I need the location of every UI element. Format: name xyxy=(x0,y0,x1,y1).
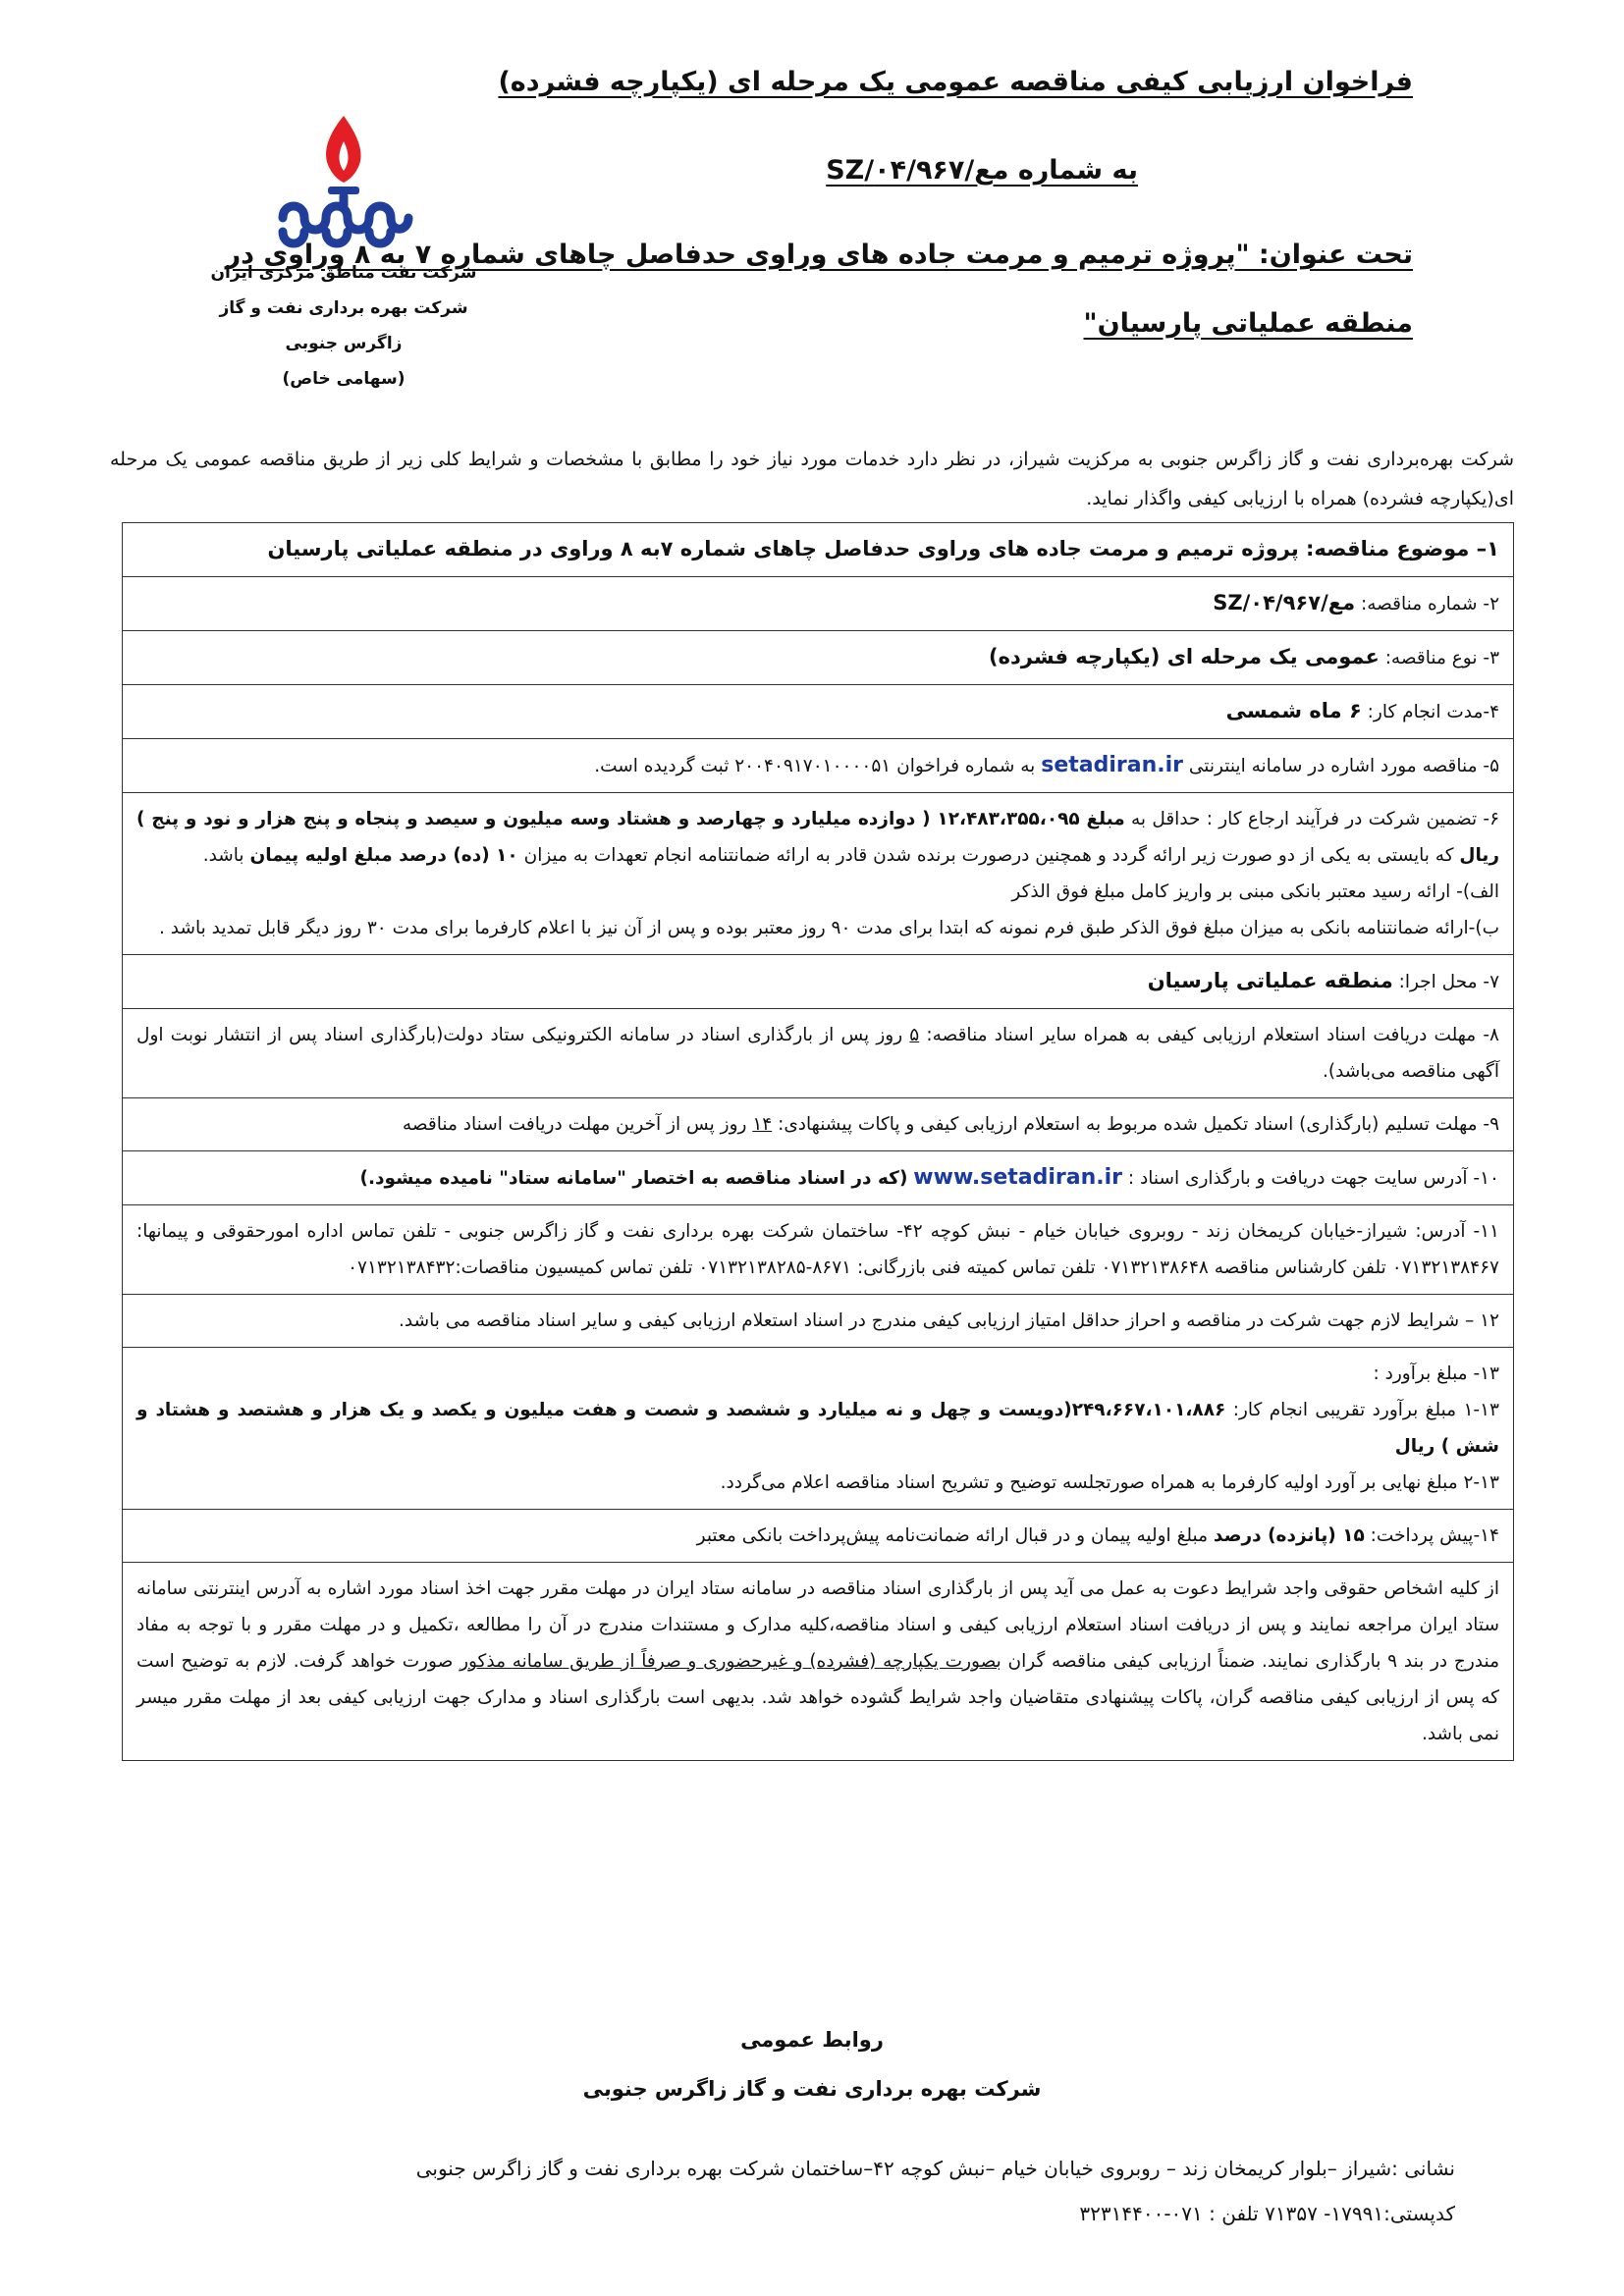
company-name-line3: (سهامی خاص) xyxy=(282,369,406,389)
tender-number-value: مع/۰۴/۹۶۷/SZ xyxy=(1213,591,1356,614)
row-document-deadline xyxy=(123,1009,1513,1098)
submit-deadline-days: ۱۴ xyxy=(752,1114,773,1135)
registration-text-b: به شماره فراخوان ۲۰۰۴۰۹۱۷۰۱۰۰۰۰۵۱ ثبت گردیده است. xyxy=(594,756,1036,776)
guarantee-option-a: الف)- ارائه رسید معتبر بانکی مبنی بر واریز کامل مبلغ فوق الذکر xyxy=(1011,881,1499,902)
setadiran-www-link[interactable]: www.setadiran.ir xyxy=(913,1165,1122,1190)
prepayment-text: مبلغ اولیه پیمان و در قبال ارائه ضمانت‌نامه پیش‌پرداخت بانکی معتبر xyxy=(696,1525,1209,1546)
setadiran-link[interactable]: setadiran.ir xyxy=(1041,753,1183,777)
tender-number-heading: به شماره مع/۰۴/۹۶۷/SZ xyxy=(826,155,1138,186)
intro-paragraph: شرکت بهره‌برداری نفت و گاز زاگرس جنوبی به مرکزیت شیراز، در نظر دارد خدمات مورد نیاز خود را مطابق با مشخصات و شرایط کلی زیر از طریق مناقصه عمومی یک مرحله ای(یکپارچه فشرده) همراه با ارزیابی کیفی واگذار نماید. xyxy=(110,449,1514,509)
invitation-text-a: از کلیه اشخاص حقوقی واجد شرایط دعوت به عمل می آید پس از بارگذاری اسناد مناقصه در سامانه ستاد ایران در مهلت مقرر جهت اخذ اسناد مورد اشاره به آدرس اینترنتی سامانه ستاد ایران مراجعه نمایند و پس از دریافت اسناد استعلام ارزیابی کیفی و اسناد مناقصه،کلیه مدارک و مستندات مندرج در آن را مطالعه ،تکمیل و در مهلت مقرر و با توجه به مفاد مندرج در بند ۹ بارگذاری نمایند. ضمناً ارزیابی کیفی مناقصه گران xyxy=(136,1578,1499,1672)
row-invitation xyxy=(123,1563,1513,1760)
performance-percent: ۱۰ (ده) درصد مبلغ اولیه پیمان xyxy=(249,845,518,866)
row-registration xyxy=(123,739,1513,793)
project-title-line1: تحت عنوان: "پروژه ترمیم و مرمت جاده های وراوی حدفاصل چاهای شماره ۷ به ۸ وراوی در xyxy=(225,240,1413,270)
guarantee-amount: مبلغ ۱۲،۴۸۳،۳۵۵،۰۹۵ ( دوازده میلیارد و چهارصد و هشتاد وسه میلیون و سیصد و پنجاه و پنج هزار و نود و پنج ) ریال xyxy=(136,809,1499,866)
invitation-text-b: صورت خواهد گرفت. لازم به توضیح است که پس از ارزیابی کیفی مناقصه گران، پاکات پیشنهادی متقاضیان واجد شرایط گشوده خواهد شد. بدیهی است بارگذاری اسناد و مدارک جهت ارزیابی کیفی بعد از مهلت مقرر میسر نمی باشد. xyxy=(136,1651,1499,1744)
company-name-line1: شرکت نفت مناطق مرکزی ایران xyxy=(210,263,477,283)
flame-icon xyxy=(326,116,360,183)
guarantee-text-e: باشد. xyxy=(202,845,244,866)
registration-text-a: ۵- مناقصه مورد اشاره در سامانه اینترنتی xyxy=(1188,756,1499,776)
row-submission-deadline xyxy=(123,1098,1513,1151)
estimate-2: ۲-۱۳ مبلغ نهایی بر آورد اولیه کارفرما به همراه صورتجلسه توضیح و تشریح اسناد مناقصه اعلام می‌گردد. xyxy=(720,1472,1499,1493)
tender-number-label: ۲- شماره مناقصه: xyxy=(1360,594,1499,614)
row-prepayment xyxy=(123,1510,1513,1563)
submit-deadline-text-a: ۹- مهلت تسلیم (بارگذاری) اسناد تکمیل شده مربوط به استعلام ارزیابی کیفی و پاکات پیشنهادی: xyxy=(778,1114,1499,1135)
row-contact-address: ۱۱- آدرس: شیراز-خیابان کریمخان زند - روبروی خیابان خیام - نبش کوچه ۴۲- ساختمان شرکت بهره برداری نفت و گاز زاگرس جنوبی - تلفن تماس اداره امورحقوقی و پیمانها: ۰۷۱۳۲۱۳۸۴۶۷ تلفن کارشناس مناقصه ۰۷۱۳۲۱۳۸۶۴۸ تلفن تماس کمیته فنی بازرگانی: ۸۶۷۱-۰۷۱۳۲۱۳۸۲۸۵ تلفن تماس کمیسیون مناقصات:۰۷۱۳۲۱۳۸۴۳۲ xyxy=(123,1205,1513,1295)
row-duration xyxy=(123,685,1513,739)
estimate-1-amount: ۲۴۹،۶۶۷،۱۰۱،۸۸۶(دویست و چهل و نه میلیارد و ششصد و شصت و هفت میلیون و یکصد و یک هزار و هشتصد و هشتاد و شش ) ریال xyxy=(136,1400,1499,1457)
guarantee-paragraph xyxy=(136,801,1499,874)
row-site-address xyxy=(123,1151,1513,1205)
subject-text: ۱– موضوع مناقصه: پروژه ترمیم و مرمت جاده های وراوی حدفاصل چاهای شماره ۷به ۸ وراوی در منطقه عملیاتی پارسیان xyxy=(267,537,1499,561)
row-location xyxy=(123,955,1513,1009)
public-relations-label: روابط عمومی xyxy=(740,2028,884,2052)
footer-address xyxy=(149,2146,1455,2236)
postal-phone-line: کدپستی:۱۷۹۹۱- ۷۱۳۵۷ تلفن : ۰۷۱-۳۲۳۱۴۴۰۰ xyxy=(1079,2202,1455,2225)
tender-details-table xyxy=(122,522,1514,1761)
location-label: ۷- محل اجرا: xyxy=(1398,972,1499,992)
row-estimate xyxy=(123,1348,1513,1510)
prepayment-percent: ۱۵ (پانزده) درصد xyxy=(1213,1525,1365,1546)
estimate-1 xyxy=(136,1392,1499,1465)
site-address-text-b: (که در اسناد مناقصه به اختصار "سامانه ستاد" نامیده میشود.) xyxy=(359,1168,908,1189)
footer-company-name: شرکت بهره برداری نفت و گاز زاگرس جنوبی xyxy=(582,2077,1042,2101)
knot-pattern-icon xyxy=(283,196,408,243)
duration-value: ۶ ماه شمسی xyxy=(1225,699,1362,722)
estimate-heading: ۱۳- مبلغ برآورد : xyxy=(1373,1363,1499,1384)
company-name-line2: شرکت بهره برداری نفت و گاز زاگرس جنوبی xyxy=(219,298,468,353)
estimate-1-label: ۱-۱۳ مبلغ برآورد تقریبی انجام کار: xyxy=(1232,1400,1499,1420)
submit-deadline-text-b: روز پس از آخرین مهلت دریافت اسناد مناقصه xyxy=(402,1114,747,1135)
doc-deadline-text-a: ۸- مهلت دریافت اسناد استعلام ارزیابی کیفی به همراه سایر اسناد مناقصه: xyxy=(926,1025,1499,1045)
location-value: منطقه عملیاتی پارسیان xyxy=(1147,969,1393,992)
row-conditions: ۱۲ – شرایط لازم جهت شرکت در مناقصه و احراز حداقل امتیاز ارزیابی کیفی مندرج در اسناد استعلام ارزیابی کیفی و سایر اسناد مناقصه می باشد. xyxy=(123,1295,1513,1348)
row-subject xyxy=(123,523,1513,577)
duration-label: ۴-مدت انجام کار: xyxy=(1367,702,1499,722)
row-tender-number xyxy=(123,577,1513,631)
doc-deadline-text-b: روز پس از بارگذاری اسناد در سامانه الکترونیکی ستاد دولت(بارگذاری اسناد پس از انتشار نوبت اول آگهی مناقصه می‌باشد). xyxy=(136,1025,1499,1082)
invitation-underlined: بصورت یکپارچه (فشرده) و غیرحضوری و صرفاً از طریق سامانه مذکور xyxy=(460,1651,1001,1672)
prepayment-label: ۱۴-پیش پرداخت: xyxy=(1370,1525,1499,1546)
tender-type-value: عمومی یک مرحله ای (یکپارچه فشرده) xyxy=(989,645,1380,668)
tender-type-label: ۳- نوع مناقصه: xyxy=(1384,648,1499,668)
company-logo xyxy=(265,108,422,255)
row-tender-type xyxy=(123,631,1513,685)
site-address-text-a: ۱۰- آدرس سایت جهت دریافت و بارگذاری اسناد : xyxy=(1127,1168,1499,1189)
guarantee-text-c: که بایستی به یکی از دو صورت زیر ارائه گردد و همچنین درصورت برنده شدن قادر به ارائه ضمانتنامه انجام تعهدات به میزان xyxy=(523,845,1454,866)
row-guarantee xyxy=(123,793,1513,955)
address-line: نشانی :شیراز –بلوار کریمخان زند – روبروی خیابان خیام –نبش کوچه ۴۲–ساختمان شرکت بهره برداری نفت و گاز زاگرس جنوبی xyxy=(415,2157,1455,2180)
guarantee-option-b: ب)-ارائه ضمانتنامه بانکی به میزان مبلغ فوق الذکر طبق فرم نمونه که ابتدا برای مدت ۹۰ روز معتبر بوده و پس از آن نیز با اعلام کارفرما برای مدت ۳۰ روز دیگر قابل تمدید باشد . xyxy=(159,918,1499,938)
project-title-line2: منطقه عملیاتی پارسیان" xyxy=(1083,308,1413,339)
doc-deadline-days: ۵ xyxy=(909,1025,920,1045)
doc-title: فراخوان ارزیابی کیفی مناقصه عمومی یک مرحله ای (یکپارچه فشرده) xyxy=(498,67,1413,97)
guarantee-text-a: ۶- تضمین شرکت در فرآیند ارجاع کار : حداقل به xyxy=(1131,809,1500,829)
